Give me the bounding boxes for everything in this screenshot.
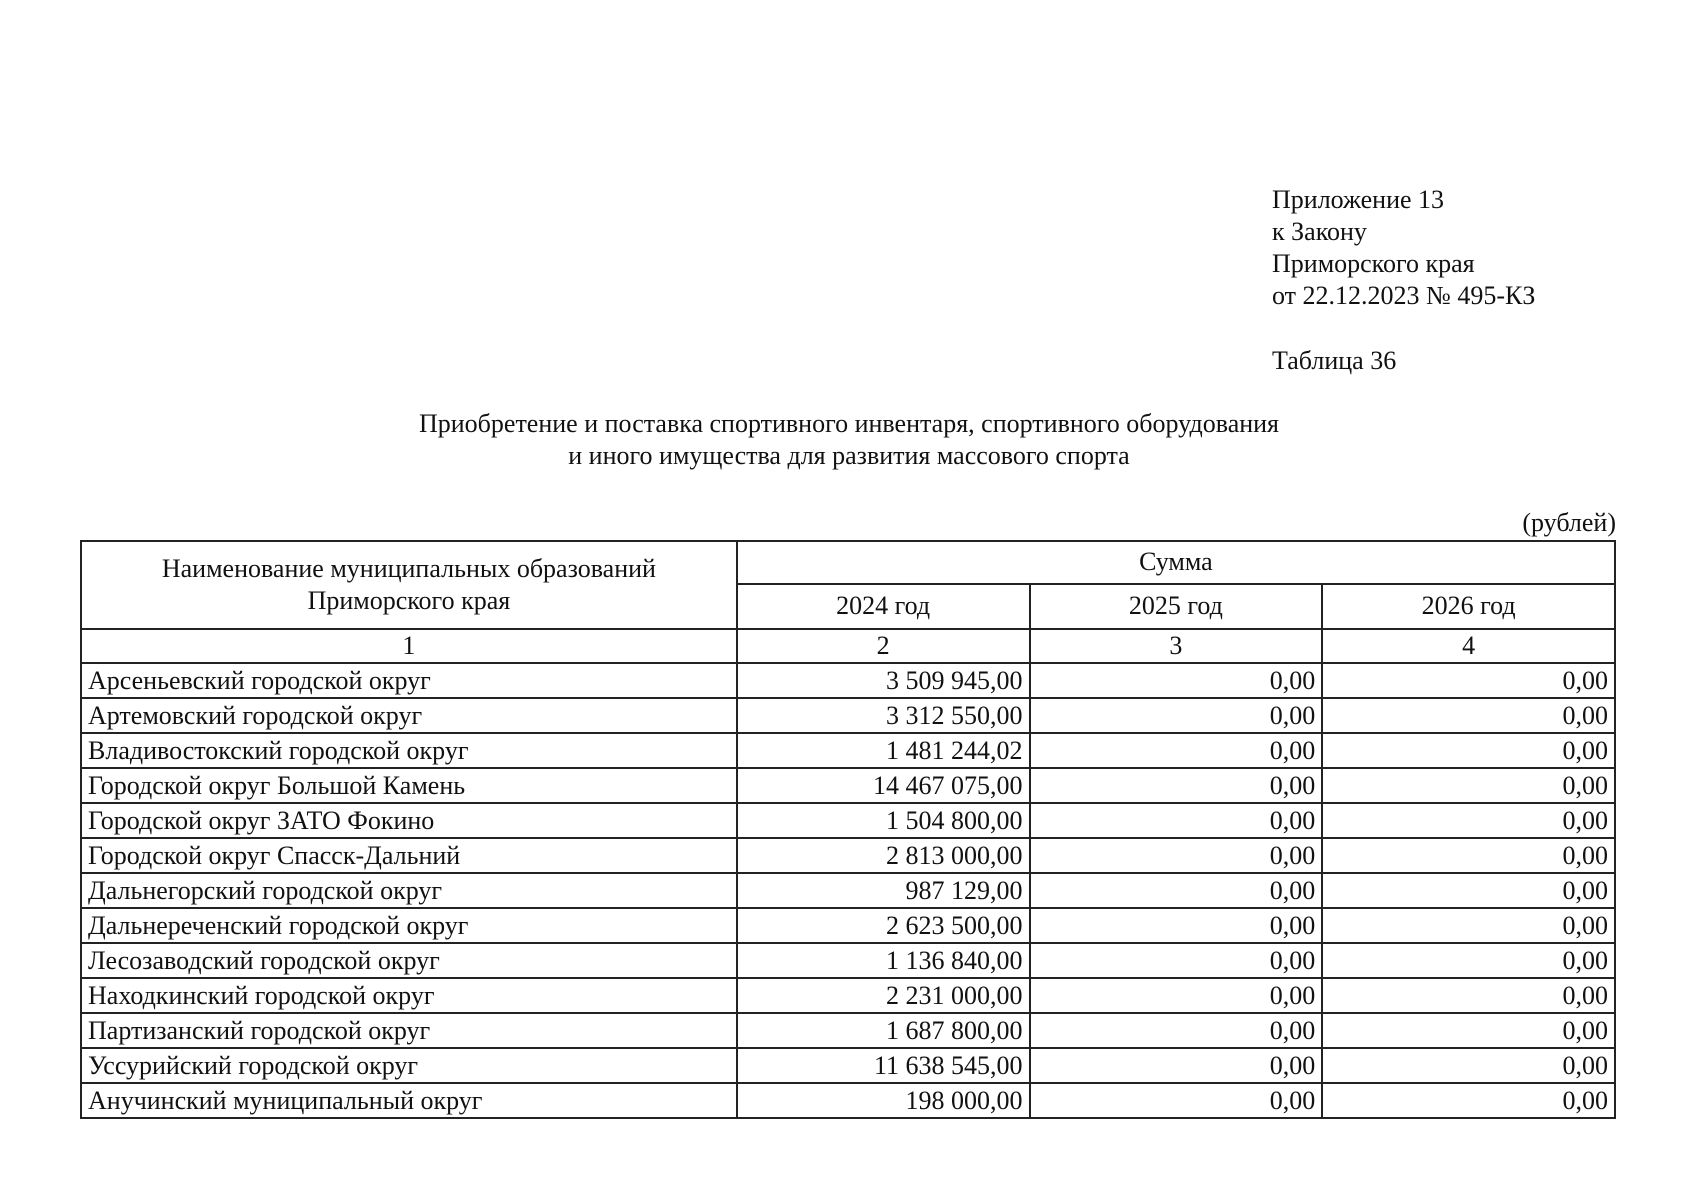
table-row: [81, 1013, 1615, 1048]
table-row: [81, 1083, 1615, 1118]
municipality-name: Лесозаводский городской округ: [81, 943, 737, 978]
municipality-name: Артемовский городской округ: [81, 698, 737, 733]
municipality-name: Дальнегорский городской округ: [81, 873, 737, 908]
header-year: 2026 год: [1322, 584, 1615, 629]
municipality-name: Арсеньевский городской округ: [81, 663, 737, 698]
table-row: [81, 768, 1615, 803]
municipality-name: Дальнереченский городской округ: [81, 908, 737, 943]
amount-2025: 0,00: [1030, 698, 1323, 733]
amount-2024: 3 509 945,00: [737, 663, 1030, 698]
amount-2026: 0,00: [1322, 978, 1615, 1013]
header-municipality-line: Наименование муниципальных образований: [161, 554, 656, 583]
column-number: 3: [1030, 629, 1323, 663]
amount-2025: 0,00: [1030, 803, 1323, 838]
table-row: [81, 978, 1615, 1013]
amount-2024: 987 129,00: [737, 873, 1030, 908]
amount-2026: 0,00: [1322, 1013, 1615, 1048]
amount-2026: 0,00: [1322, 1048, 1615, 1083]
amount-2025: 0,00: [1030, 908, 1323, 943]
amount-2024: 2 231 000,00: [737, 978, 1030, 1013]
budget-table: [80, 540, 1616, 1119]
table-row: [81, 663, 1615, 698]
municipality-name: Городской округ Большой Камень: [81, 768, 737, 803]
amount-2026: 0,00: [1322, 733, 1615, 768]
table-row: [81, 803, 1615, 838]
amount-2025: 0,00: [1030, 663, 1323, 698]
header-municipality-line: Приморского края: [307, 586, 511, 615]
amount-2025: 0,00: [1030, 733, 1323, 768]
amount-2024: 2 623 500,00: [737, 908, 1030, 943]
header-sum: Сумма: [737, 541, 1615, 584]
amount-2026: 0,00: [1322, 803, 1615, 838]
amount-2025: 0,00: [1030, 978, 1323, 1013]
amount-2026: 0,00: [1322, 838, 1615, 873]
amount-2025: 0,00: [1030, 1083, 1323, 1118]
amount-2025: 0,00: [1030, 943, 1323, 978]
amount-2025: 0,00: [1030, 768, 1323, 803]
municipality-name: Городской округ ЗАТО Фокино: [81, 803, 737, 838]
appendix-reference: [1272, 184, 1535, 312]
amount-2024: 1 504 800,00: [737, 803, 1030, 838]
document-title: [0, 408, 1698, 472]
appendix-line: Приложение 13: [1272, 185, 1445, 214]
municipality-name: Уссурийский городской округ: [81, 1048, 737, 1083]
amount-2024: 2 813 000,00: [737, 838, 1030, 873]
municipality-name: Анучинский муниципальный округ: [81, 1083, 737, 1118]
header-year: 2025 год: [1030, 584, 1323, 629]
amount-2024: 1 687 800,00: [737, 1013, 1030, 1048]
amount-2026: 0,00: [1322, 873, 1615, 908]
column-number: 2: [737, 629, 1030, 663]
header-municipality: [81, 541, 737, 629]
column-number-row: [81, 629, 1615, 663]
amount-2026: 0,00: [1322, 698, 1615, 733]
column-number: 4: [1322, 629, 1615, 663]
appendix-line: Приморского края: [1272, 249, 1475, 278]
municipality-name: Партизанский городской округ: [81, 1013, 737, 1048]
table-row: [81, 733, 1615, 768]
title-line: Приобретение и поставка спортивного инвентаря, спортивного оборудования: [418, 409, 1280, 438]
table-row: [81, 838, 1615, 873]
amount-2024: 1 136 840,00: [737, 943, 1030, 978]
amount-2024: 1 481 244,02: [737, 733, 1030, 768]
amount-2024: 14 467 075,00: [737, 768, 1030, 803]
table-row: [81, 1048, 1615, 1083]
municipality-name: Владивостокский городской округ: [81, 733, 737, 768]
table-row: [81, 943, 1615, 978]
amount-2026: 0,00: [1322, 768, 1615, 803]
amount-2026: 0,00: [1322, 663, 1615, 698]
appendix-line: от 22.12.2023 № 495-КЗ: [1272, 281, 1536, 310]
amount-2025: 0,00: [1030, 873, 1323, 908]
table-number: Таблица 36: [1272, 346, 1397, 375]
table-row: [81, 908, 1615, 943]
table-row: [81, 873, 1615, 908]
units-label: (рублей): [1522, 508, 1616, 537]
municipality-name: Городской округ Спасск-Дальний: [81, 838, 737, 873]
amount-2025: 0,00: [1030, 1048, 1323, 1083]
amount-2026: 0,00: [1322, 943, 1615, 978]
table-row: [81, 698, 1615, 733]
amount-2026: 0,00: [1322, 1083, 1615, 1118]
amount-2024: 198 000,00: [737, 1083, 1030, 1118]
amount-2025: 0,00: [1030, 838, 1323, 873]
header-year: 2024 год: [737, 584, 1030, 629]
amount-2025: 0,00: [1030, 1013, 1323, 1048]
title-line: и иного имущества для развития массового спорта: [568, 441, 1130, 470]
amount-2026: 0,00: [1322, 908, 1615, 943]
appendix-line: к Закону: [1272, 217, 1367, 246]
amount-2024: 11 638 545,00: [737, 1048, 1030, 1083]
column-number: 1: [81, 629, 737, 663]
amount-2024: 3 312 550,00: [737, 698, 1030, 733]
municipality-name: Находкинский городской округ: [81, 978, 737, 1013]
